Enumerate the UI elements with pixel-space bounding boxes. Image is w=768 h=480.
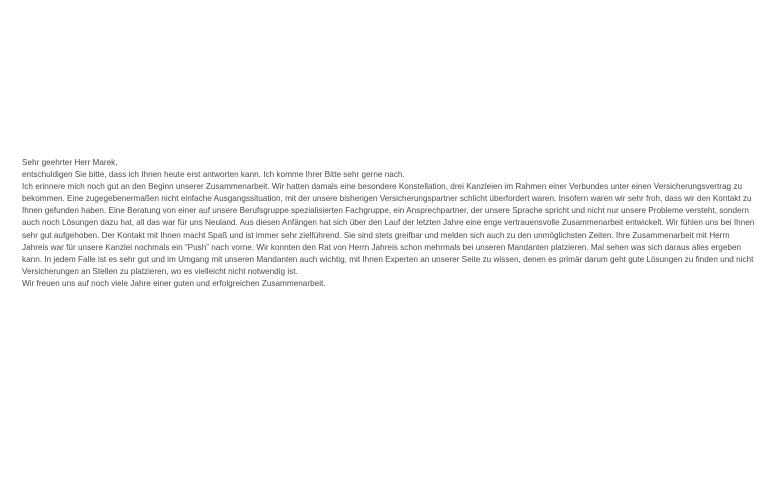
letter-closing: Wir freuen uns auf noch viele Jahre einer guten und erfolgreichen Zusammenarbeit. <box>22 278 326 288</box>
letter-body <box>22 157 757 290</box>
letter-paragraph-2: Ich erinnere mich noch gut an den Beginn unserer Zusammenarbeit. Wir hatten damals eine besondere Konstellation, drei Kanzleien im Rahmen einer Verbundes unter einen Versicherungsvertrag zu bekommen. Eine zugegebenermaßen nicht einfache Ausgangssituation, mit der unsere bisherigen Versicherungspartner schlicht überfordert waren. Insofern waren wir sehr froh, dass wir den Kontakt zu Ihnen gefunden haben. Eine Beratung von einer auf unsere Berufsgruppe spezialisierten Fachgruppe, ein Ansprechpartner, der unsere Sprache spricht und nicht nur unsere Probleme versteht, sondern auch noch Lösungen dazu hat, all das war für uns Neuland. Aus diesen Anfängen hat sich über den Lauf der letzten Jahre eine enge vertrauensvolle Zusammenarbeit entwickelt. Wir fühlen uns bei Ihnen sehr gut aufgehoben. Der Kontakt mit Ihnen macht Spaß und ist immer sehr zielführend. Sie sind stets greifbar und melden sich auch zu den unmöglichsten Zeiten. Ihre Zusammenarbeit mit Herrn Jahreis war für unsere Kanzlei nochmals ein “Push” nach vorne. Wir konnten den Rat von Herrn Jahreis schon mehrmals bei unseren Mandanten platzieren. Mal sehen was sich daraus alles ergeben kann. In jedem Falle ist es sehr gut und im Umgang mit unseren Mandanten auch wichtig, mit Ihnen Experten an unserer Seite zu wissen, denen es primär darum geht gute Lösungen zu finden und nicht Versicherungen an Stellen zu platzieren, wo es vielleicht nicht notwendig ist. <box>22 182 755 276</box>
letter-paragraph-1: entschuldigen Sie bitte, dass ich Ihnen heute erst antworten kann. Ich komme Ihrer Bitte sehr gerne nach. <box>22 170 405 180</box>
letter-salutation: Sehr geehrter Herr Marek, <box>22 158 118 167</box>
